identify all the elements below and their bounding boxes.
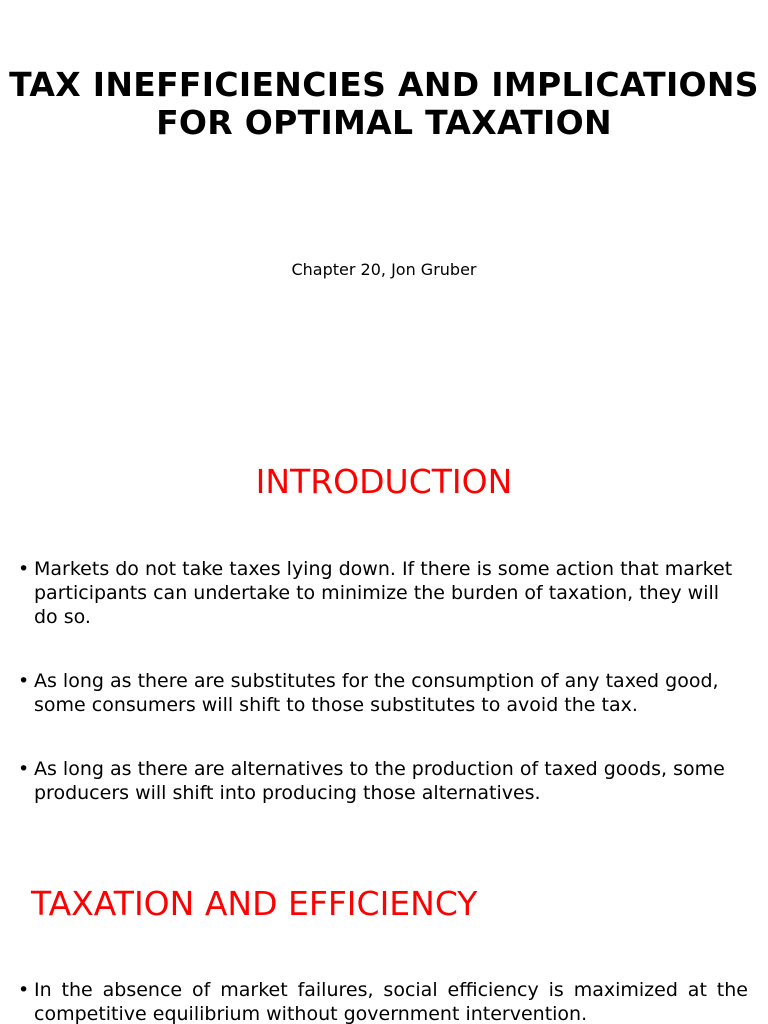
presentation-subtitle: Chapter 20, Jon Gruber (291, 260, 477, 279)
title-slide (0, 0, 768, 384)
bullet-list (18, 978, 748, 1024)
taxation-efficiency-slide (0, 854, 768, 1024)
slide-title: INTRODUCTION (255, 462, 513, 501)
bullet-item: • As long as there are substitutes for the consumption of any taxed good, some consumers will shift to those substitutes to avoid the tax. (18, 669, 748, 717)
slide-title: TAXATION AND EFFICIENCY (31, 884, 478, 923)
introduction-slide (0, 432, 768, 816)
bullet-item: • As long as there are alternatives to the production of taxed goods, some producers will shift into producing those alternatives. (18, 757, 748, 805)
bullet-item: • Markets do not take taxes lying down. If there is some action that market participants can undertake to minimize the burden of taxation, they will do so. (18, 557, 748, 629)
bullet-item: • In the absence of market failures, social efficiency is maximized at the competitive equilibrium without government intervention. (18, 978, 748, 1024)
bullet-list (18, 557, 748, 845)
presentation-title: TAX INEFFICIENCIES AND IMPLICATIONS FOR OPTIMAL TAXATION (9, 65, 759, 142)
